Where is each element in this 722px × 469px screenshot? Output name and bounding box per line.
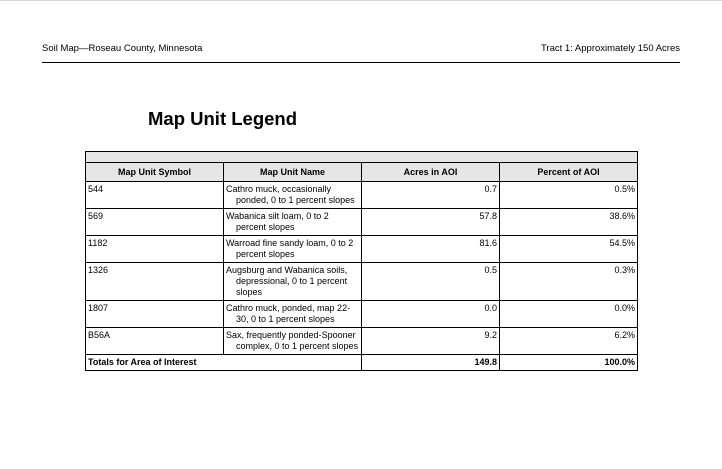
column-header-symbol: Map Unit Symbol [86, 163, 224, 182]
cell-percent: 0.5% [500, 182, 638, 209]
cell-acres: 81.6 [362, 236, 500, 263]
cell-name: Warroad fine sandy loam, 0 to 2 percent slopes [226, 238, 354, 259]
table-row [86, 301, 638, 328]
cell-name: Cathro muck, occasionally ponded, 0 to 1 percent slopes [226, 184, 355, 205]
totals-label: Totals for Area of Interest [86, 355, 362, 371]
totals-row [86, 355, 638, 371]
table-row [86, 236, 638, 263]
cell-percent: 6.2% [500, 328, 638, 355]
header-divider [42, 62, 680, 63]
cell-symbol: 1326 [86, 263, 224, 301]
table-row [86, 209, 638, 236]
cell-percent: 38.6% [500, 209, 638, 236]
table-row [86, 328, 638, 355]
cell-acres: 57.8 [362, 209, 500, 236]
cell-acres: 0.5 [362, 263, 500, 301]
column-header-percent: Percent of AOI [500, 163, 638, 182]
map-unit-legend-table [85, 151, 638, 371]
header-left-text: Soil Map—Roseau County, Minnesota [42, 43, 203, 54]
table-row [86, 263, 638, 301]
cell-percent: 0.0% [500, 301, 638, 328]
cell-acres: 9.2 [362, 328, 500, 355]
cell-name: Augsburg and Wabanica soils, depressional, 0 to 1 percent slopes [226, 265, 348, 297]
table-top-band [86, 152, 638, 163]
cell-name: Cathro muck, ponded, map 22-30, 0 to 1 percent slopes [226, 303, 351, 324]
cell-symbol: 1807 [86, 301, 224, 328]
cell-name: Wabanica silt loam, 0 to 2 percent slopes [226, 211, 329, 232]
totals-acres: 149.8 [362, 355, 500, 371]
cell-acres: 0.0 [362, 301, 500, 328]
column-header-name: Map Unit Name [224, 163, 362, 182]
cell-percent: 0.3% [500, 263, 638, 301]
table-header-row [86, 163, 638, 182]
cell-acres: 0.7 [362, 182, 500, 209]
cell-symbol: 1182 [86, 236, 224, 263]
top-border [0, 0, 722, 1]
column-header-acres: Acres in AOI [362, 163, 500, 182]
cell-percent: 54.5% [500, 236, 638, 263]
page-title: Map Unit Legend [148, 108, 298, 129]
table-row [86, 182, 638, 209]
header-right-text: Tract 1: Approximately 150 Acres [540, 43, 680, 54]
cell-symbol: B56A [86, 328, 224, 355]
cell-symbol: 544 [86, 182, 224, 209]
totals-percent: 100.0% [500, 355, 638, 371]
cell-name: Sax, frequently ponded-Spooner complex, 0 to 1 percent slopes [226, 330, 359, 351]
cell-symbol: 569 [86, 209, 224, 236]
